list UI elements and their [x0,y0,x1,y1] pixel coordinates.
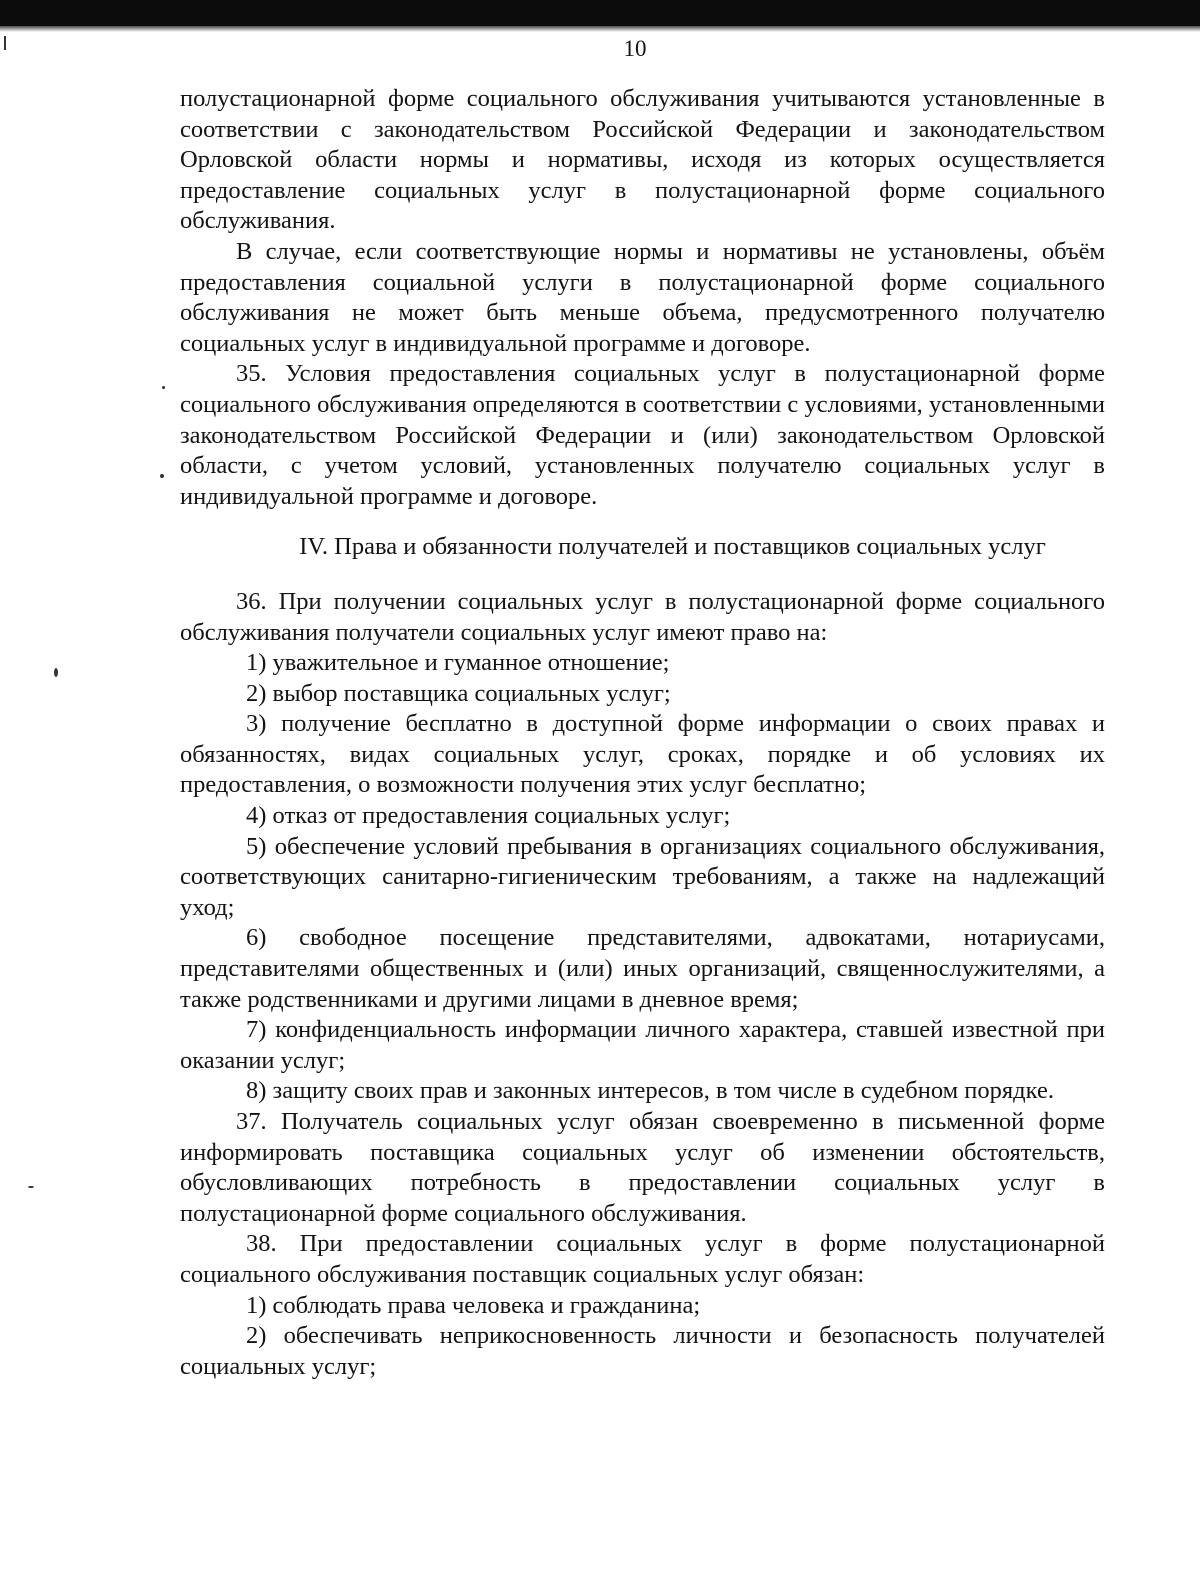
paragraph-35-conditions: 35. Условия предоставления социальных услуг в полустационарной форме социального обслуживания определяются в соответствии с условиями, установленными законодательством Российской Федерации и (или) законодательством Орловской области, с учетом условий, установленных получателю социальных услуг в индивидуальной программе и договоре. [180,360,1105,510]
list-item-right-2: 2) выбор поставщика социальных услуг; [246,679,671,707]
list-item-right-7: 7) конфиденциальность информации личного характера, ставшей известной при оказании услуг; [180,1016,1105,1074]
scan-speck [54,668,58,677]
scan-speck [162,386,165,389]
document-body [180,84,1105,1382]
paragraph-36-rights: 36. При получении социальных услуг в полустационарной форме социального обслуживания получатели социальных услуг имеют право на: [180,587,1105,646]
scan-speck [28,1186,34,1188]
paragraph-37-obligation: 37. Получатель социальных услуг обязан своевременно в письменной форме информировать поставщика социальных услуг об изменении обстоятельств, обусловливающих потребность в предоставлении социальных услуг в полустационарной форме социального обслуживания. [180,1108,1105,1227]
list-item-right-6: 6) свободное посещение представителями, адвокатами, нотариусами, представителями общественных и (или) иных организаций, священнослужителями, а также родственниками и другими лицами в дневное время; [180,924,1105,1013]
paragraph-38-provider-duties: 38. При предоставлении социальных услуг в форме полустационарной социального обслуживания поставщик социальных услуг обязан: [180,1230,1105,1288]
list-item-right-8: 8) защиту своих прав и законных интересов, в том числе в судебном порядке. [246,1077,1054,1105]
list-item-right-3: 3) получение бесплатно в доступной форме информации о своих правах и обязанностях, видах социальных услуг, сроках, порядке и об условиях их предоставления, о возможности получения этих услуг бесплатно; [180,710,1105,799]
list-item-right-5: 5) обеспечение условий пребывания в организациях социального обслуживания, соответствующих санитарно-гигиеническим требованиям, а также на надлежащий уход; [180,832,1105,921]
list-item-right-1: 1) уважительное и гуманное отношение; [246,649,670,677]
scan-speck [4,36,6,50]
list-item-duty-1: 1) соблюдать права человека и гражданина; [246,1291,701,1319]
section-heading-iv: IV. Права и обязанности получателей и поставщиков социальных услуг [299,533,1046,561]
scan-top-border [0,0,1200,26]
list-item-right-4: 4) отказ от предоставления социальных услуг; [246,802,731,830]
scan-speck [160,474,164,478]
list-item-duty-2: 2) обеспечивать неприкосновенность личности и безопасность получателей социальных услуг; [180,1322,1105,1380]
paragraph-norms-continuation: полустационарной форме социального обслуживания учитываются установленные в соответствии с законодательством Российской Федерации и законодательством Орловской области нормы и нормативы, исходя из которых осуществляется предоставление социальных услуг в полустационарной форме социального обслуживания. [180,85,1105,235]
paragraph-volume-of-service: В случае, если соответствующие нормы и нормативы не установлены, объём предоставления социальной услуги в полустационарной форме социального обслуживания не может быть меньше объема, предусмотренного получателю социальных услуг в индивидуальной программе и договоре. [180,237,1105,357]
scan-top-border-shadow [0,26,1200,32]
page-number: 10 [623,36,647,61]
